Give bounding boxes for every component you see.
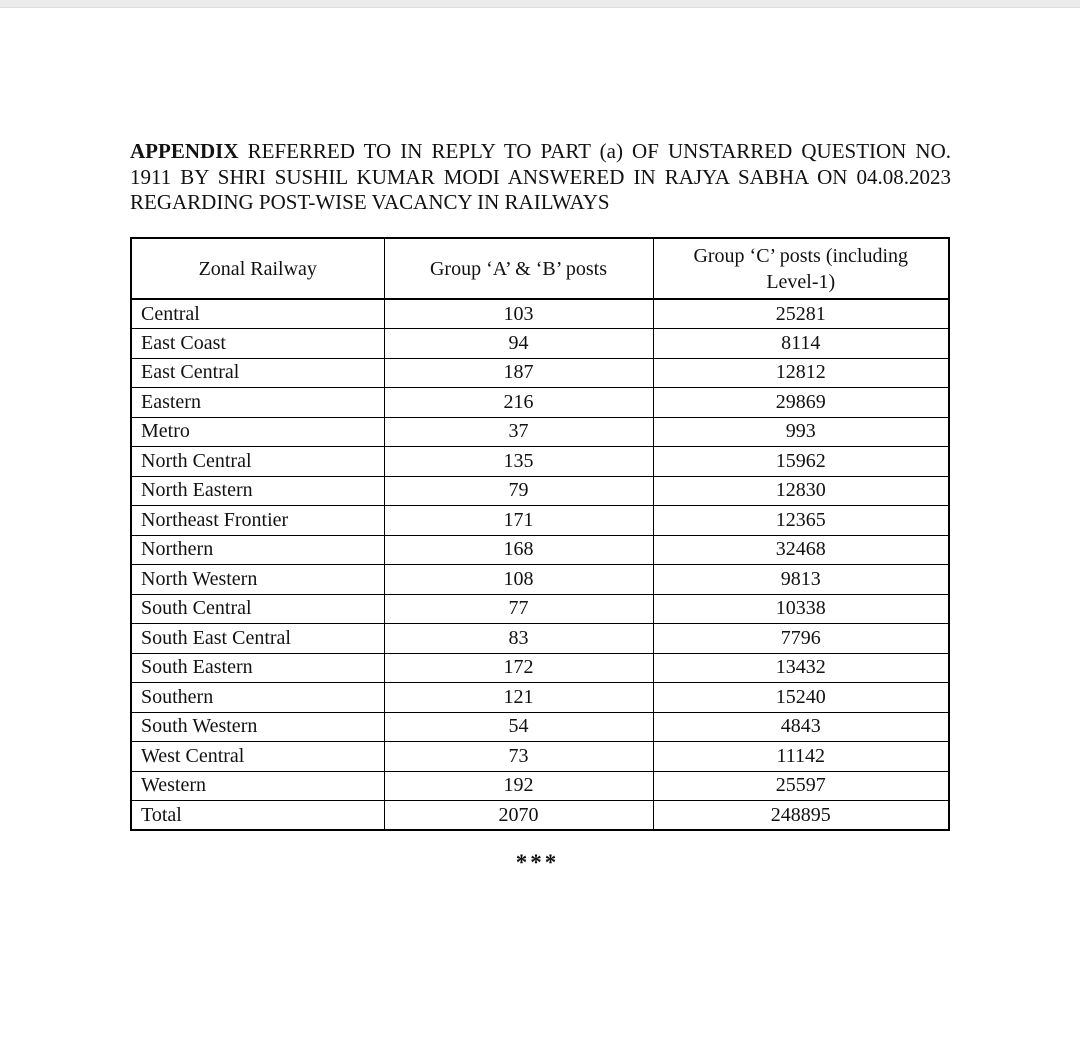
group-c-cell: 12812: [653, 358, 949, 388]
group-ab-cell: 79: [384, 476, 653, 506]
header-group-c-line1: Group ‘C’ posts (including: [693, 244, 909, 267]
group-c-cell: 248895: [653, 801, 949, 831]
zone-cell: East Coast: [131, 329, 384, 359]
table-row: [131, 742, 949, 772]
group-c-cell: 993: [653, 417, 949, 447]
group-c-cell: 12365: [653, 506, 949, 536]
table-header-row: [131, 238, 949, 299]
zone-cell: South East Central: [131, 624, 384, 654]
group-ab-cell: 77: [384, 594, 653, 624]
table-row: [131, 535, 949, 565]
table-row: [131, 476, 949, 506]
table-row: [131, 447, 949, 477]
group-c-cell: 4843: [653, 712, 949, 742]
group-ab-cell: 83: [384, 624, 653, 654]
zone-cell: Metro: [131, 417, 384, 447]
group-c-cell: 9813: [653, 565, 949, 595]
table-row: [131, 624, 949, 654]
zone-cell: Eastern: [131, 388, 384, 418]
zone-cell: Southern: [131, 683, 384, 713]
viewer-top-bar: [0, 0, 1080, 8]
zone-cell: Northern: [131, 535, 384, 565]
header-zonal-railway: Zonal Railway: [131, 238, 384, 299]
group-ab-cell: 54: [384, 712, 653, 742]
group-c-cell: 15240: [653, 683, 949, 713]
table-body: [131, 299, 949, 830]
group-ab-cell: 108: [384, 565, 653, 595]
group-ab-cell: 121: [384, 683, 653, 713]
group-c-cell: 15962: [653, 447, 949, 477]
zone-cell: Total: [131, 801, 384, 831]
zone-cell: North Eastern: [131, 476, 384, 506]
table-row: [131, 329, 949, 359]
table-row: [131, 565, 949, 595]
group-c-cell: 11142: [653, 742, 949, 772]
table-row: [131, 417, 949, 447]
group-c-cell: 29869: [653, 388, 949, 418]
zone-cell: North Western: [131, 565, 384, 595]
header-group-c-posts: [653, 238, 949, 299]
table-row: [131, 506, 949, 536]
group-ab-cell: 73: [384, 742, 653, 772]
group-c-cell: 10338: [653, 594, 949, 624]
group-ab-cell: 103: [384, 299, 653, 329]
group-ab-cell: 216: [384, 388, 653, 418]
group-ab-cell: 135: [384, 447, 653, 477]
zone-cell: Northeast Frontier: [131, 506, 384, 536]
table-row: [131, 594, 949, 624]
group-ab-cell: 2070: [384, 801, 653, 831]
group-c-cell: 32468: [653, 535, 949, 565]
zone-cell: Western: [131, 771, 384, 801]
group-c-cell: 25281: [653, 299, 949, 329]
table-row: [131, 299, 949, 329]
zone-cell: West Central: [131, 742, 384, 772]
table-header: [131, 238, 949, 299]
end-of-document-mark: ***: [515, 850, 560, 875]
vacancy-table: [130, 237, 950, 831]
group-c-cell: 7796: [653, 624, 949, 654]
group-ab-cell: 168: [384, 535, 653, 565]
header-group-ab-posts: Group ‘A’ & ‘B’ posts: [384, 238, 653, 299]
document-heading: [130, 139, 951, 216]
group-ab-cell: 192: [384, 771, 653, 801]
group-ab-cell: 94: [384, 329, 653, 359]
header-group-c-line2: Level-1): [766, 270, 836, 293]
table-row: [131, 801, 949, 831]
group-c-cell: 13432: [653, 653, 949, 683]
group-ab-cell: 172: [384, 653, 653, 683]
zone-cell: North Central: [131, 447, 384, 477]
group-ab-cell: 37: [384, 417, 653, 447]
zone-cell: Central: [131, 299, 384, 329]
table-row: [131, 712, 949, 742]
zone-cell: South Eastern: [131, 653, 384, 683]
heading-appendix-label: APPENDIX: [130, 139, 239, 163]
table-row: [131, 771, 949, 801]
heading-text: REFERRED TO IN REPLY TO PART (a) OF UNSTARRED QUESTION NO. 1911 BY SHRI SUSHIL KUMAR MODI ANSWERED IN RAJYA SABHA ON 04.08.2023 REGARDING POST-WISE VACANCY IN RAILWAYS: [130, 139, 951, 214]
zone-cell: South Western: [131, 712, 384, 742]
table-row: [131, 358, 949, 388]
table-row: [131, 388, 949, 418]
zone-cell: South Central: [131, 594, 384, 624]
table-row: [131, 683, 949, 713]
table-row: [131, 653, 949, 683]
group-ab-cell: 171: [384, 506, 653, 536]
zone-cell: East Central: [131, 358, 384, 388]
group-ab-cell: 187: [384, 358, 653, 388]
group-c-cell: 25597: [653, 771, 949, 801]
group-c-cell: 8114: [653, 329, 949, 359]
group-c-cell: 12830: [653, 476, 949, 506]
